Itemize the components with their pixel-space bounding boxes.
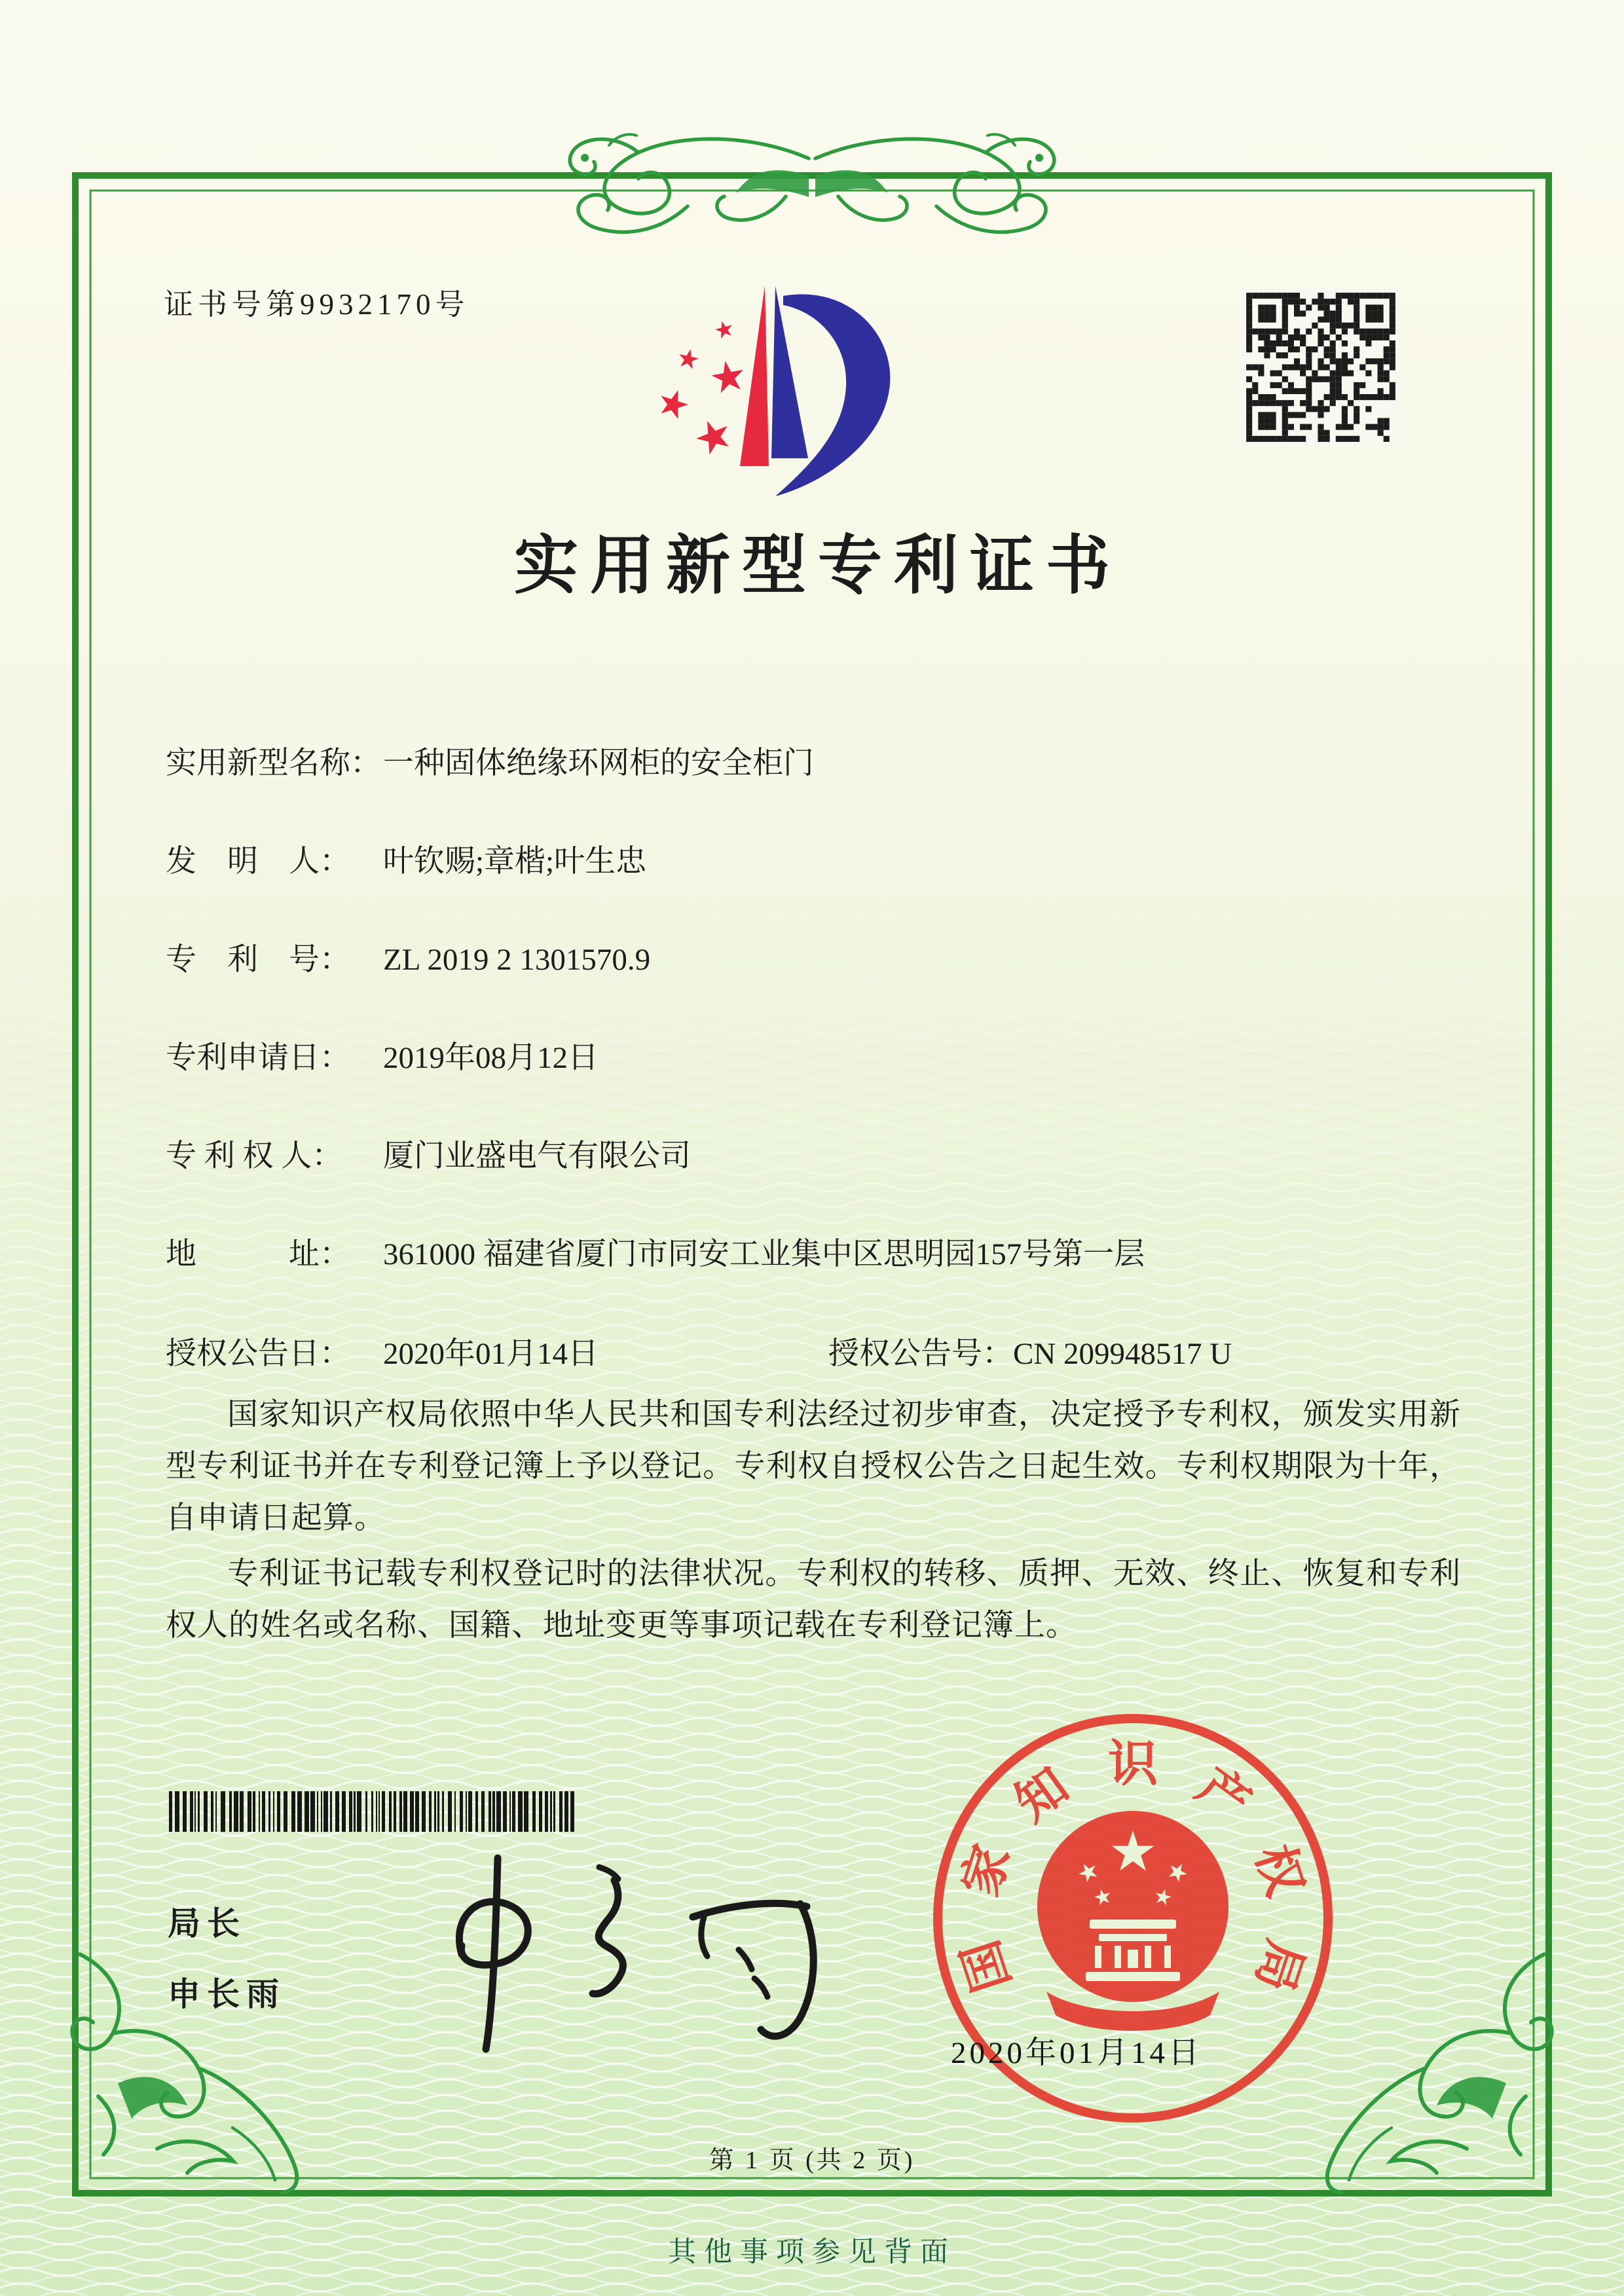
field-label: 专利申请日：: [166, 1041, 350, 1075]
page-number: 第 1 页 (共 2 页): [709, 2147, 915, 2174]
seal-char: 权: [1245, 1838, 1313, 1903]
field-label: 专 利 权 人：: [166, 1139, 343, 1173]
field-value: 2019年08月12日: [383, 1041, 599, 1075]
logo-red-wedge: [740, 285, 769, 466]
field-row-grant-date: [166, 1329, 599, 1373]
seal-char: 家: [953, 1838, 1021, 1903]
seal-char: 国: [953, 1933, 1021, 1998]
national-emblem-icon: [1037, 1811, 1228, 2031]
field-label: 授权公告号：: [828, 1337, 1013, 1371]
qr-code-icon: [1242, 288, 1400, 446]
field-value: 叶钦赐;章楷;叶生忠: [383, 845, 647, 879]
legal-text: [166, 1389, 1461, 1656]
field-value: CN 209948517 U: [1013, 1337, 1232, 1371]
certificate-number: 证书号第9932170号: [164, 288, 470, 321]
field-label: 发 明 人：: [166, 845, 350, 879]
field-row-filing-date: [166, 1033, 599, 1077]
field-value: 一种固体绝缘环网柜的安全柜门: [383, 746, 814, 780]
signer-name: 申长雨: [168, 1976, 286, 2013]
field-value: ZL 2019 2 1301570.9: [383, 943, 651, 977]
field-label: 实用新型名称：: [166, 746, 381, 780]
seal-char: 识: [1108, 1737, 1158, 1792]
legal-paragraph: 专利证书记载专利权登记时的法律状况。专利权的转移、质押、无效、终止、恢复和专利权人的姓名或名称、国籍、地址变更等事项记载在专利登记簿上。: [166, 1557, 1461, 1643]
dragon-ornament-icon: [570, 134, 1054, 232]
field-row-patent-number: [166, 935, 650, 979]
cnipa-logo-icon: [655, 285, 890, 496]
field-label: 专 利 号：: [166, 943, 350, 977]
field-row-patentee: [166, 1131, 691, 1175]
field-row-inventors: [166, 837, 646, 881]
field-row-grant-number: [828, 1329, 1232, 1373]
field-row-name: [166, 738, 814, 782]
seal-char: 局: [1245, 1933, 1313, 1998]
director-signature: [459, 1858, 813, 2049]
field-row-address: [166, 1230, 1145, 1273]
back-note: 其他事项参见背面: [668, 2237, 956, 2268]
signer-title: 局长: [168, 1905, 246, 1942]
field-label: 授权公告日：: [166, 1337, 350, 1371]
seal-char: 产: [1187, 1758, 1260, 1832]
logo-blue-wedge: [771, 286, 808, 458]
field-label: 地 址：: [166, 1237, 350, 1271]
certificate-title: 实用新型专利证书: [513, 531, 1122, 602]
seal-char: 知: [1006, 1758, 1079, 1832]
seal-date: 2020年01月14日: [951, 2036, 1202, 2070]
field-value: 厦门业盛电气有限公司: [383, 1139, 691, 1173]
field-value: 2020年01月14日: [383, 1337, 599, 1371]
field-value: 361000 福建省厦门市同安工业集中区思明园157号第一层: [383, 1237, 1145, 1271]
legal-paragraph: 国家知识产权局依照中华人民共和国专利法经过初步审查，决定授予专利权，颁发实用新型专利证书并在专利登记簿上予以登记。专利权自授权公告之日起生效。专利权期限为十年，自申请日起算。: [166, 1398, 1461, 1535]
barcode-icon: [169, 1791, 588, 1832]
